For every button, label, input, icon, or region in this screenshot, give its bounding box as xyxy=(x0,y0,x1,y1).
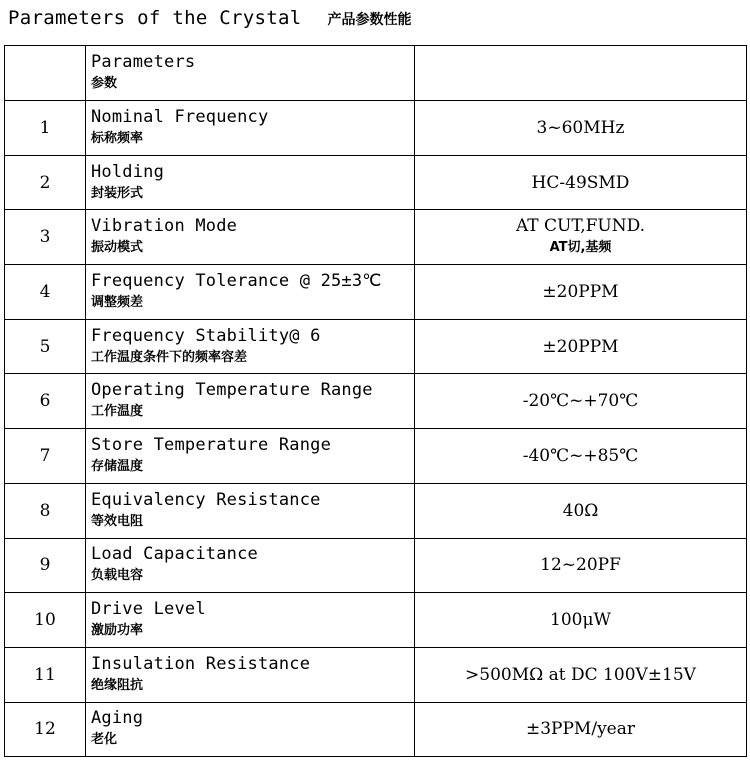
parameter-name-chinese: 存储温度 xyxy=(91,458,144,474)
parameter-name-cell xyxy=(86,319,415,374)
row-number: 9 xyxy=(5,538,86,593)
row-number: 5 xyxy=(5,319,86,374)
parameter-value-cell xyxy=(415,210,747,265)
parameter-name-cell xyxy=(86,483,415,538)
row-number: 6 xyxy=(5,374,86,429)
parameter-name-chinese: 标称频率 xyxy=(91,130,144,146)
table-row xyxy=(5,155,747,210)
parameter-value: 3~60MHz xyxy=(536,117,625,138)
parameter-name-chinese: 调整频差 xyxy=(91,294,144,310)
parameter-value-cell xyxy=(415,702,747,757)
header-english: Parameters xyxy=(91,52,196,72)
table-row xyxy=(5,593,747,648)
parameter-value: 12~20PF xyxy=(540,555,621,576)
parameter-value: -40℃~+85℃ xyxy=(522,445,639,466)
parameter-name-chinese: 绝缘阻抗 xyxy=(91,677,144,693)
parameter-name-english: Frequency Tolerance @ 25±3℃ xyxy=(91,270,382,291)
parameter-name-cell xyxy=(86,101,415,156)
table-header-row xyxy=(5,46,747,101)
parameter-name-english: Holding xyxy=(91,161,165,182)
parameter-value-cell xyxy=(415,647,747,702)
table-row xyxy=(5,483,747,538)
parameter-name-chinese: 等效电阻 xyxy=(91,513,144,529)
table-row xyxy=(5,374,747,429)
parameter-name-english: Aging xyxy=(91,708,144,729)
row-number: 10 xyxy=(5,593,86,648)
parameter-name-cell xyxy=(86,593,415,648)
table-row xyxy=(5,101,747,156)
parameter-value-cell xyxy=(415,429,747,484)
row-number: 1 xyxy=(5,101,86,156)
parameter-value: 40Ω xyxy=(562,500,599,521)
table-row xyxy=(5,429,747,484)
parameter-value: ±20PPM xyxy=(542,281,619,302)
parameter-value: HC-49SMD xyxy=(531,172,630,193)
parameter-value: -20℃~+70℃ xyxy=(522,391,639,412)
parameter-value: >500MΩ at DC 100V±15V xyxy=(465,664,696,685)
parameter-name-chinese: 老化 xyxy=(91,732,118,748)
parameter-name-cell xyxy=(86,429,415,484)
title-english: Parameters of the Crystal xyxy=(8,7,302,29)
parameter-value-cell xyxy=(415,593,747,648)
row-number: 8 xyxy=(5,483,86,538)
parameter-name-chinese: 负载电容 xyxy=(91,568,144,584)
parameter-value-cell xyxy=(415,101,747,156)
parameter-name-chinese: 激励功率 xyxy=(91,623,144,639)
parameter-name-english: Equivalency Resistance xyxy=(91,489,321,510)
header-chinese: 参数 xyxy=(91,76,118,91)
row-number: 11 xyxy=(5,647,86,702)
parameter-name-cell xyxy=(86,702,415,757)
parameter-value-cell xyxy=(415,374,747,429)
table-row xyxy=(5,538,747,593)
row-number: 4 xyxy=(5,265,86,320)
parameter-value-cell xyxy=(415,483,747,538)
header-number-cell xyxy=(5,46,86,101)
parameter-value: ±20PPM xyxy=(542,336,619,357)
row-number: 7 xyxy=(5,429,86,484)
parameter-name-chinese: 工作温度 xyxy=(91,404,144,420)
parameter-name-cell xyxy=(86,210,415,265)
table-row xyxy=(5,647,747,702)
parameter-name-chinese: 封装形式 xyxy=(91,185,144,201)
parameter-value-cell xyxy=(415,538,747,593)
parameter-name-english: Nominal Frequency xyxy=(91,106,269,127)
parameter-name-english: Vibration Mode xyxy=(91,216,238,237)
parameter-name-english: Drive Level xyxy=(91,599,206,620)
parameter-value-chinese: AT切,基频 xyxy=(549,240,612,256)
parameter-name-cell xyxy=(86,374,415,429)
title-chinese: 产品参数性能 xyxy=(327,12,412,28)
parameter-name-english: Load Capacitance xyxy=(91,544,258,565)
parameter-name-english: Operating Temperature Range xyxy=(91,380,373,401)
parameter-name-chinese: 工作温度条件下的频率容差 xyxy=(91,349,248,365)
parameter-name-chinese: 振动模式 xyxy=(91,240,144,256)
row-number: 2 xyxy=(5,155,86,210)
table-row xyxy=(5,210,747,265)
row-number: 3 xyxy=(5,210,86,265)
parameter-name-cell xyxy=(86,647,415,702)
parameter-value: AT CUT,FUND. xyxy=(515,216,646,237)
table-row xyxy=(5,265,747,320)
page-title xyxy=(8,7,411,37)
row-number: 12 xyxy=(5,702,86,757)
header-parameters-cell xyxy=(86,46,415,101)
parameter-value-cell xyxy=(415,265,747,320)
header-value-cell xyxy=(415,46,747,101)
table-row xyxy=(5,319,747,374)
parameter-value-cell xyxy=(415,319,747,374)
parameter-value-cell xyxy=(415,155,747,210)
parameter-value: ±3PPM/year xyxy=(526,719,635,740)
parameter-value: 100μW xyxy=(550,610,611,631)
parameter-name-cell xyxy=(86,538,415,593)
parameter-name-cell xyxy=(86,265,415,320)
parameter-name-cell xyxy=(86,155,415,210)
parameters-table xyxy=(4,45,747,757)
parameter-name-english: Insulation Resistance xyxy=(91,653,311,674)
parameter-name-english: Frequency Stability@ 6 xyxy=(91,325,321,346)
parameter-name-english: Store Temperature Range xyxy=(91,434,332,455)
table-row xyxy=(5,702,747,757)
